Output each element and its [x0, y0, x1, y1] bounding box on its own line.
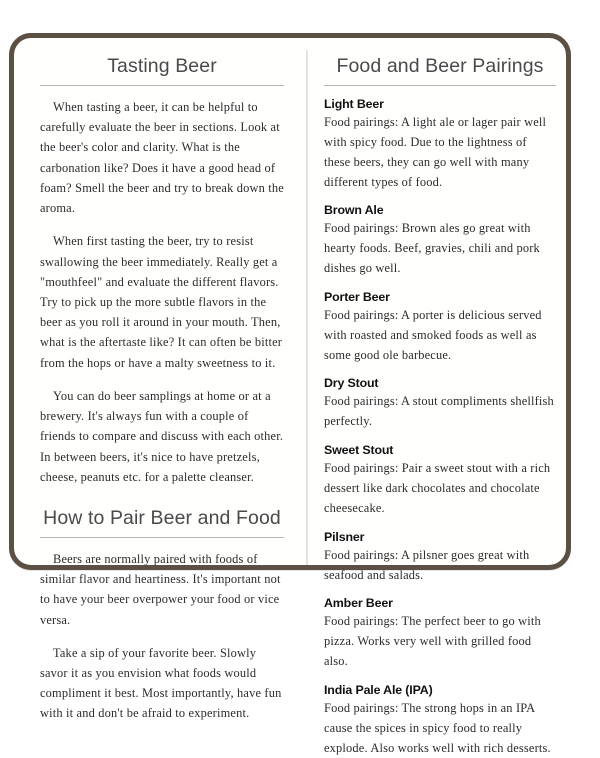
pairing-name: India Pale Ale (IPA)	[324, 682, 433, 697]
section-how-to-pair-header	[40, 507, 284, 538]
left-page	[14, 38, 306, 721]
section-heading-how-to-pair: How to Pair Beer and Food	[43, 506, 281, 529]
pairing-name: Brown Ale	[324, 203, 384, 218]
book-frame	[9, 33, 571, 755]
pairing-description: Food pairings: Brown ales go great with hearty foods. Beef, gravies, chili and pork dishes go well.	[324, 221, 540, 276]
pairing-description: Food pairings: A light ale or lager pair well with spicy food. Due to the lightness of these beers, they can go well with many different types of food.	[324, 115, 547, 189]
list-item	[324, 290, 556, 366]
heading-divider	[40, 85, 284, 86]
paragraph: When first tasting the beer, try to resist swallowing the beer immediately. Really get a "mouthfeel" and evaluate the different flavors. Try to pick up the more subtle flavors in the beer as you roll it around in your mouth. Then, what is the aftertaste like? It can often be bitter from the hops or have a malty sweetness to it.	[40, 234, 283, 370]
paragraph: Take a sip of your favorite beer. Slowly savor it as you envision what foods would compliment it best. Most importantly, have fun with it and don't be afraid to experiment.	[40, 645, 282, 721]
paragraph: Beers are normally paired with foods of similar flavor and heartiness. It's important not to have your beer overpower your food or vice versa.	[40, 551, 281, 627]
pairing-description: Food pairings: A pilsner goes great with seafood and salads.	[324, 547, 530, 582]
pairing-description: Food pairings: The strong hops in an IPA cause the spices in spicy food to really explode. Also works well with rich desserts.	[324, 700, 551, 755]
pairing-name: Amber Beer	[324, 596, 393, 611]
list-item	[324, 683, 556, 758]
list-item	[324, 376, 556, 432]
list-item	[324, 203, 556, 279]
page-spread	[14, 38, 576, 755]
page-gutter-divider	[306, 50, 308, 565]
section-heading-food-and-beer-pairings: Food and Beer Pairings	[336, 55, 544, 77]
pairing-name: Sweet Stout	[324, 443, 394, 458]
section-food-and-beer-pairings-header	[324, 55, 556, 86]
heading-divider	[40, 537, 284, 538]
list-item	[324, 443, 556, 519]
pairing-name: Light Beer	[324, 97, 384, 111]
list-item	[324, 596, 556, 672]
right-page	[306, 38, 576, 755]
pairing-description: Food pairings: A porter is delicious served with roasted and smoked foods as well as some good ole barbecue.	[324, 307, 542, 362]
pairing-description: Food pairings: Pair a sweet stout with a rich dessert like dark chocolates and chocolate cheesecake.	[324, 461, 551, 515]
pairing-list	[324, 97, 556, 758]
heading-divider	[324, 85, 556, 86]
section-heading-tasting-beer: Tasting Beer	[107, 55, 217, 77]
pairing-description: Food pairings: A stout compliments shellfish perfectly.	[324, 394, 554, 429]
list-item	[324, 530, 556, 586]
pairing-name: Porter Beer	[324, 289, 390, 304]
pairing-description: Food pairings: The perfect beer to go with pizza. Works very well with grilled food also.	[324, 614, 541, 669]
pairing-name: Pilsner	[324, 529, 365, 544]
paragraph: You can do beer samplings at home or at a brewery. It's always fun with a couple of friends to compare and discuss with each other. In between beers, it's nice to have pretzels, cheese, peanuts etc. for a palette cleanser.	[40, 388, 284, 484]
pairing-name: Dry Stout	[324, 376, 379, 391]
list-item	[324, 97, 556, 192]
paragraph: When tasting a beer, it can be helpful to carefully evaluate the beer in sections. Look at the beer's color and clarity. What is the carbonation like? Does it have a good head of foam? Smell the beer and try to break down the aroma.	[40, 100, 284, 216]
section-tasting-beer-header	[40, 55, 284, 86]
